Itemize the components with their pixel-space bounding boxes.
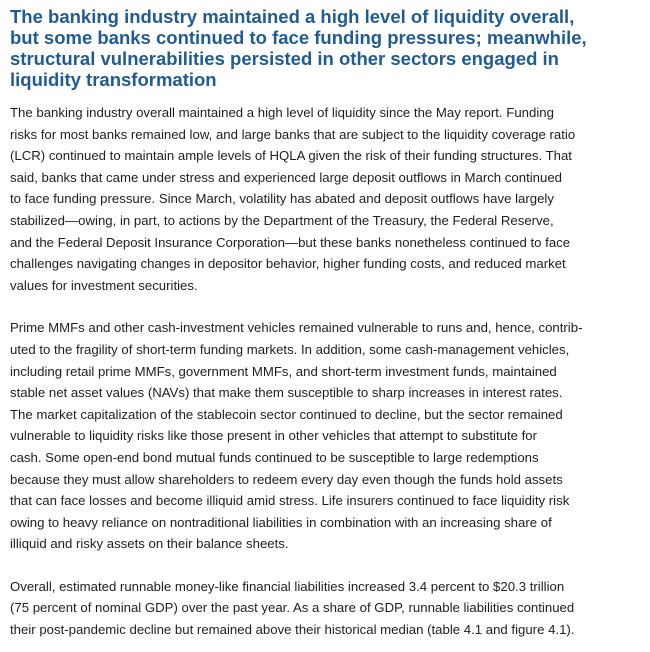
paragraph-line: including retail prime MMFs, government MMFs, and short-term investment funds, maintained: [10, 363, 557, 379]
document-page: [10, 6, 640, 641]
paragraph-line: because they must allow shareholders to redeem every day even though the funds hold assets: [10, 471, 563, 487]
paragraph-mmf-vulnerabilities: [10, 317, 640, 555]
paragraph-line: The market capitalization of the stablecoin sector continued to decline, but the sector remained: [10, 406, 563, 422]
paragraph-line: that can face losses and become illiquid amid stress. Life insurers continued to face liquidity risk: [10, 493, 570, 509]
paragraph-line: (75 percent of nominal GDP) over the past year. As a share of GDP, runnable liabilities continued: [10, 600, 575, 616]
paragraph-banking-liquidity: [10, 102, 640, 296]
paragraph-line: The banking industry overall maintained a high level of liquidity since the May report. Funding: [10, 105, 554, 120]
paragraph-line: cash. Some open-end bond mutual funds continued to be susceptible to large redemptions: [10, 449, 539, 465]
paragraph-line: challenges navigating changes in depositor behavior, higher funding costs, and reduced market: [10, 256, 566, 272]
paragraph-line: Overall, estimated runnable money-like financial liabilities increased 3.4 percent to $20.3 trillion: [10, 578, 565, 594]
paragraph-line: and the Federal Deposit Insurance Corporation—but these banks nonetheless continued to face: [10, 234, 571, 250]
paragraph-line: illiquid and risky assets on their balance sheets.: [10, 536, 289, 552]
paragraph-line: vulnerable to liquidity risks like those present in other vehicles that attempt to substitute for: [10, 428, 538, 444]
heading-line: but some banks continued to face funding pressures; meanwhile,: [10, 27, 587, 48]
paragraph-line: stabilized—owing, in part, to actions by the Department of the Treasury, the Federal Reserve,: [10, 212, 554, 228]
paragraph-line: to face funding pressure. Since March, volatility has abated and deposit outflows have largely: [10, 191, 554, 207]
heading-line: structural vulnerabilities persisted in other sectors engaged in: [10, 48, 559, 69]
section-heading: [10, 6, 640, 90]
paragraph-line: said, banks that came under stress and experienced large deposit outflows in March continued: [10, 169, 562, 185]
paragraph-line: uted to the fragility of short-term funding markets. In addition, some cash-management vehicles,: [10, 341, 570, 357]
paragraph-line: risks for most banks remained low, and large banks that are subject to the liquidity coverage ratio: [10, 126, 576, 142]
heading-line: liquidity transformation: [10, 69, 217, 90]
paragraph-line: Prime MMFs and other cash-investment vehicles remained vulnerable to runs and, hence, contrib-: [10, 320, 583, 336]
paragraph-line: (LCR) continued to maintain ample levels of HQLA given the risk of their funding structures. That: [10, 148, 572, 164]
paragraph-line: their post-pandemic decline but remained above their historical median (table 4.1 and figure 4.1).: [10, 622, 575, 638]
heading-line: The banking industry maintained a high level of liquidity overall,: [10, 6, 575, 27]
paragraph-line: values for investment securities.: [10, 277, 198, 293]
paragraph-line: owing to heavy reliance on nontraditional liabilities in combination with an increasing share of: [10, 514, 552, 530]
paragraph-line: stable net asset values (NAVs) that make them susceptible to sharp increases in interest rates.: [10, 385, 563, 401]
paragraph-runnable-liabilities: [10, 576, 640, 641]
